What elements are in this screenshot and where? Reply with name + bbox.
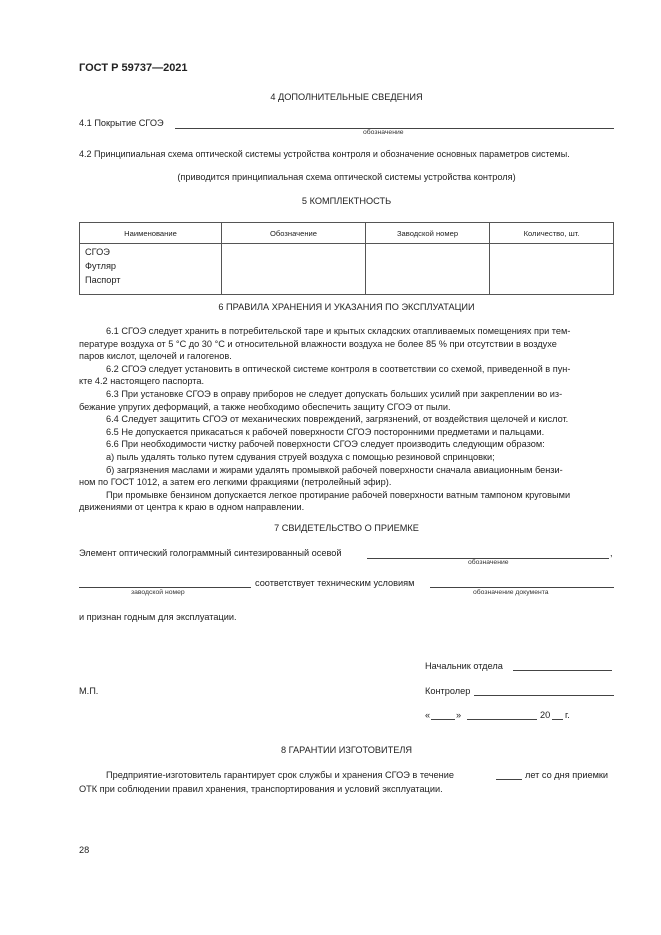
completeness-table [79,222,614,295]
quantity-cell[interactable] [490,244,614,295]
section-8-heading: 8 ГАРАНТИИ ИЗГОТОВИТЕЛЯ [280,745,413,755]
serial-cell[interactable] [366,244,490,295]
warranty-text-line2: ОТК при соблюдении правил хранения, транспортирования и условий эксплуатации. [79,784,443,794]
complies-text: соответствует техническим условиям [255,578,415,588]
document-designation-line[interactable] [430,587,614,588]
paragraph: 6.5 Не допускается прикасаться к рабочей поверхности СГОЭ посторонними предметами и пальцами. [106,426,545,437]
col-quantity-header: Количество, шт. [490,223,614,244]
paragraph: 6.1 СГОЭ следует хранить в потребительской таре и крытых складских отапливаемых помещениях при тем- [106,326,571,336]
element-end: , [610,548,613,558]
coating-caption: обозначение [363,129,404,136]
section-4-heading: 4 ДОПОЛНИТЕЛЬНЫЕ СВЕДЕНИЯ [270,92,423,102]
section-7-heading: 7 СВИДЕТЕЛЬСТВО О ПРИЕМКЕ [274,523,419,533]
date-close-quote: » [456,710,462,720]
paragraph: 6.3 При установке СГОЭ в оправу приборов не следует допускать больших усилий при закреплении во из- [106,388,563,399]
scheme-note: (приводится принципиальная схема оптической системы устройства контроля) [177,172,516,182]
date-year-prefix: 20 [540,710,551,720]
coating-label: 4.1 Покрытие СГОЭ [79,118,164,128]
warranty-years-line[interactable] [496,779,522,780]
serial-number-line[interactable] [79,587,251,588]
date-day-line[interactable] [431,719,455,720]
section-5-heading: 5 КОМПЛЕКТНОСТЬ [301,196,392,206]
fit-text: и признан годным для эксплуатации. [79,612,237,622]
paragraph: а) пыль удалять только путем сдувания струей воздуха с помощью резиновой спринцовки; [106,451,495,462]
section-6-heading: 6 ПРАВИЛА ХРАНЕНИЯ И УКАЗАНИЯ ПО ЭКСПЛУАТАЦИИ [218,302,475,312]
controller-signature-line[interactable] [474,695,614,696]
date-year-suffix: г. [565,710,570,720]
designation-cell[interactable] [222,244,366,295]
table-item: Паспорт [85,275,121,285]
paragraph: ном по ГОСТ 1012, а затем его легкими фракциями (петролейный эфир). [79,477,392,488]
paragraph: пературе воздуха от 5 °С до 30 °С и относительной влажности воздуха не более 85 % при отсутствии в воздухе [79,338,557,349]
scheme-text: 4.2 Принципиальная схема оптической системы устройства контроля и обозначение основных параметров системы. [79,149,570,159]
page-number: 28 [79,845,90,855]
paragraph: движениями от центра к краю в одном направлении. [79,502,305,513]
date-open-quote: « [425,710,431,720]
warranty-text-start: Предприятие-изготовитель гарантирует срок службы и хранения СГОЭ в течение [106,770,454,780]
paragraph: б) загрязнения маслами и жирами удалять промывкой рабочей поверхности сначала авиационным бензи- [106,464,563,475]
table-item: СГОЭ [85,247,110,257]
warranty-text-end: лет со дня приемки [525,770,609,780]
table-row [80,244,614,295]
paragraph: 6.4 Следует защитить СГОЭ от механических повреждений, загрязнений, от воздействия щелочей и кислот. [106,414,569,425]
col-serial-header: Заводской номер [366,223,490,244]
paragraph: бежание упругих деформаций, а также необходимо обеспечить защиту СГОЭ от пыли. [79,401,451,412]
controller-label: Контролер [425,686,471,696]
date-month-line[interactable] [467,719,537,720]
paragraph: При промывке бензином допускается легкое протирание рабочей поверхности ватным тампоном круговыми [106,489,571,500]
col-designation-header: Обозначение [222,223,366,244]
document-caption: обозначение документа [473,589,549,596]
paragraph: паров кислот, щелочей и галогенов. [79,351,232,362]
col-name-header: Наименование [80,223,222,244]
paragraph: 6.2 СГОЭ следует установить в оптической системе контроля в соответствии со схемой, приведенной в пун- [106,363,571,374]
date-year-line[interactable] [552,719,563,720]
element-label: Элемент оптический голограммный синтезированный осевой [79,548,342,558]
table-item: Футляр [85,261,117,271]
paragraph: кте 4.2 настоящего паспорта. [79,376,204,387]
stamp-place: М.П. [79,686,99,696]
items-cell [80,244,222,295]
paragraph: 6.6 При необходимости чистку рабочей поверхности СГОЭ следует производить следующим образом: [106,439,545,450]
document-id: ГОСТ Р 59737—2021 [79,62,188,74]
section-6-text [79,325,614,514]
serial-caption: заводской номер [131,589,185,596]
head-of-department-label: Начальник отдела [425,661,503,671]
designation-caption: обозначение [468,559,509,566]
head-signature-line[interactable] [513,670,612,671]
table-header-row [80,223,614,244]
